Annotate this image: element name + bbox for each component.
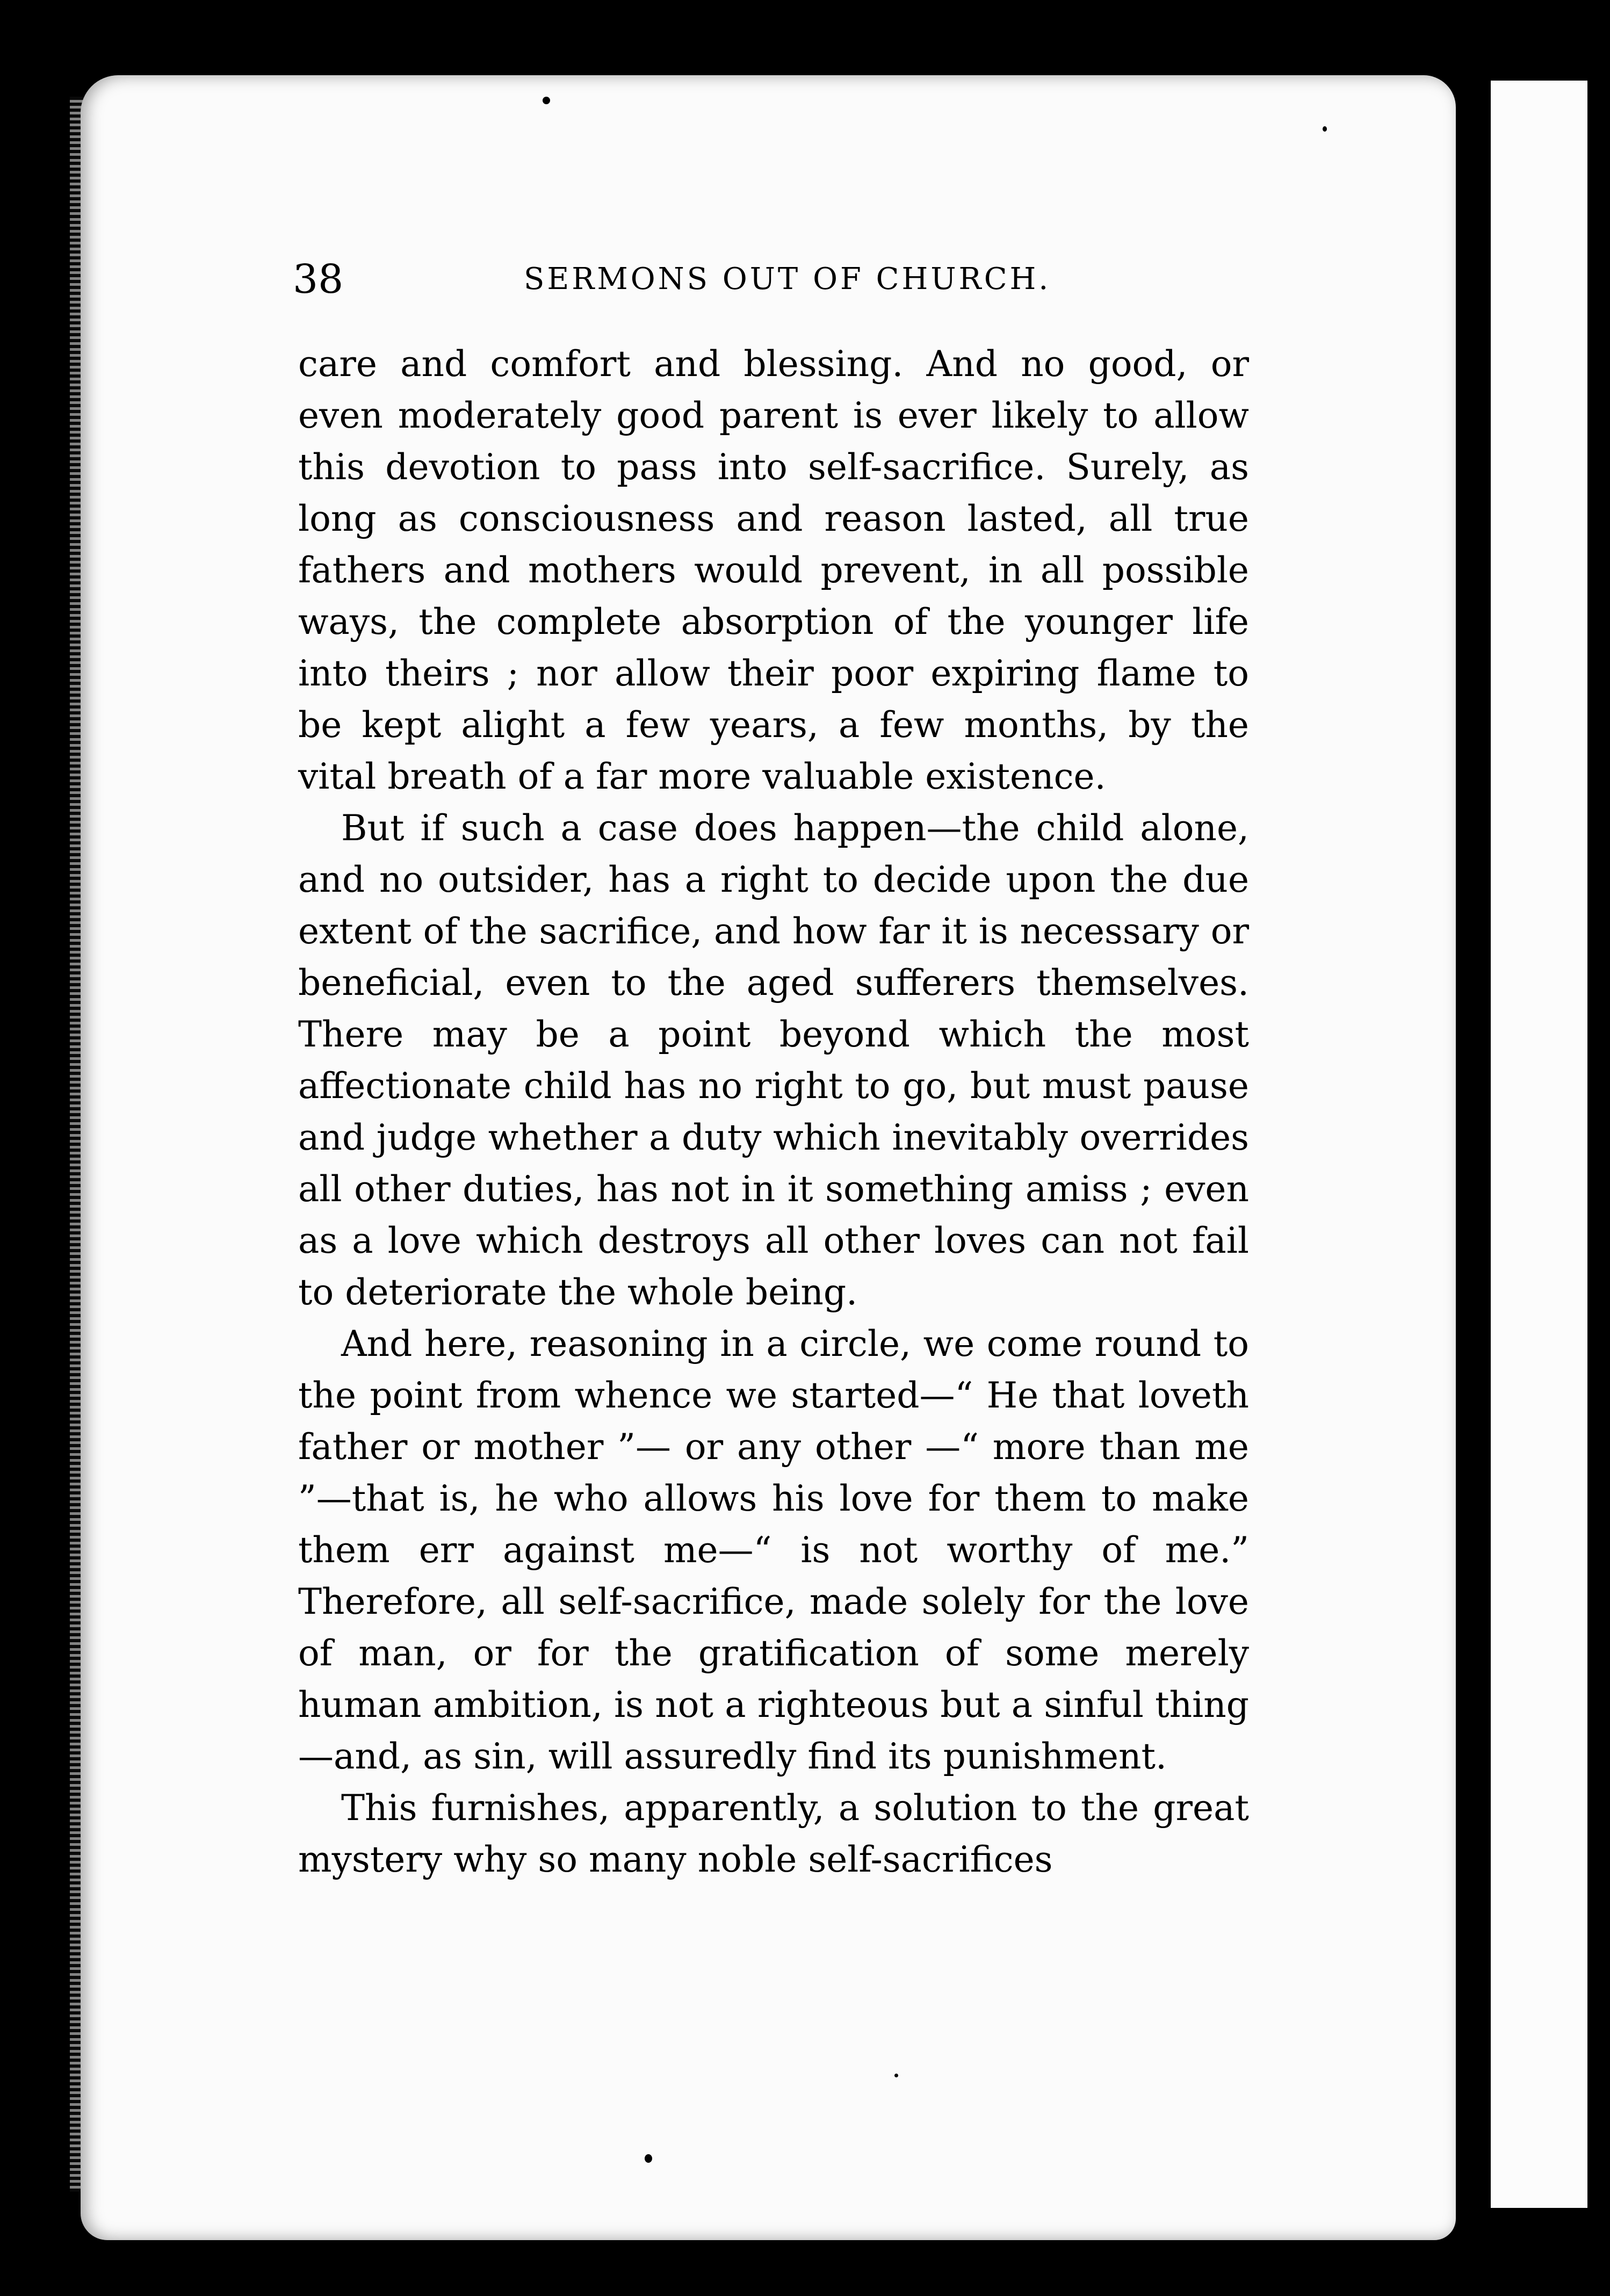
page-header: [293, 252, 1297, 306]
body-text: [298, 338, 1249, 1886]
running-title: SERMONS OUT OF CHURCH.: [524, 262, 1051, 297]
print-speck: [1323, 126, 1327, 132]
paragraph-4: This furnishes, apparently, a solution to the great mystery why so many noble self-sacrifices: [298, 1787, 1249, 1880]
paragraph-1: care and comfort and blessing. And no good, or even moderately good parent is ever likely to allow this devotion to pass into self-sacrifice. Surely, as long as consciousness and reason lasted, all true fathers and mothers would prevent, in all possible ways, the complete absorption of the younger life into theirs ; nor allow their poor expiring flame to be kept alight a few years, a few months, by the vital breath of a far more valuable existence.: [298, 343, 1249, 797]
adjacent-page-strip: [1491, 81, 1587, 2208]
page-number: 38: [293, 256, 344, 302]
print-speck: [645, 2154, 652, 2163]
print-speck: [543, 97, 550, 104]
paragraph-2: But if such a case does happen—the child alone, and no outsider, has a right to decide upon the due extent of the sacrifice, and how far it is necessary or beneficial, even to the aged sufferers themselves. There may be a point beyond which the most affectionate child has no right to go, but must pause and judge whether a duty which inevitably overrides all other duties, has not in it something amiss ; even as a love which destroys all other loves can not fail to deteriorate the whole being.: [298, 807, 1249, 1313]
print-speck: [894, 2074, 898, 2077]
paragraph-3: And here, reasoning in a circle, we come round to the point from whence we started—“ He that loveth father or mother ”— or any other —“ more than me ”—that is, he who allows his love for them to make them err against me—“ is not worthy of me.” Therefore, all self-sacrifice, made solely for the love of man, or for the gratification of some merely human ambition, is not a righteous but a sinful thing—and, as sin, will assuredly find its punishment.: [298, 1323, 1249, 1777]
